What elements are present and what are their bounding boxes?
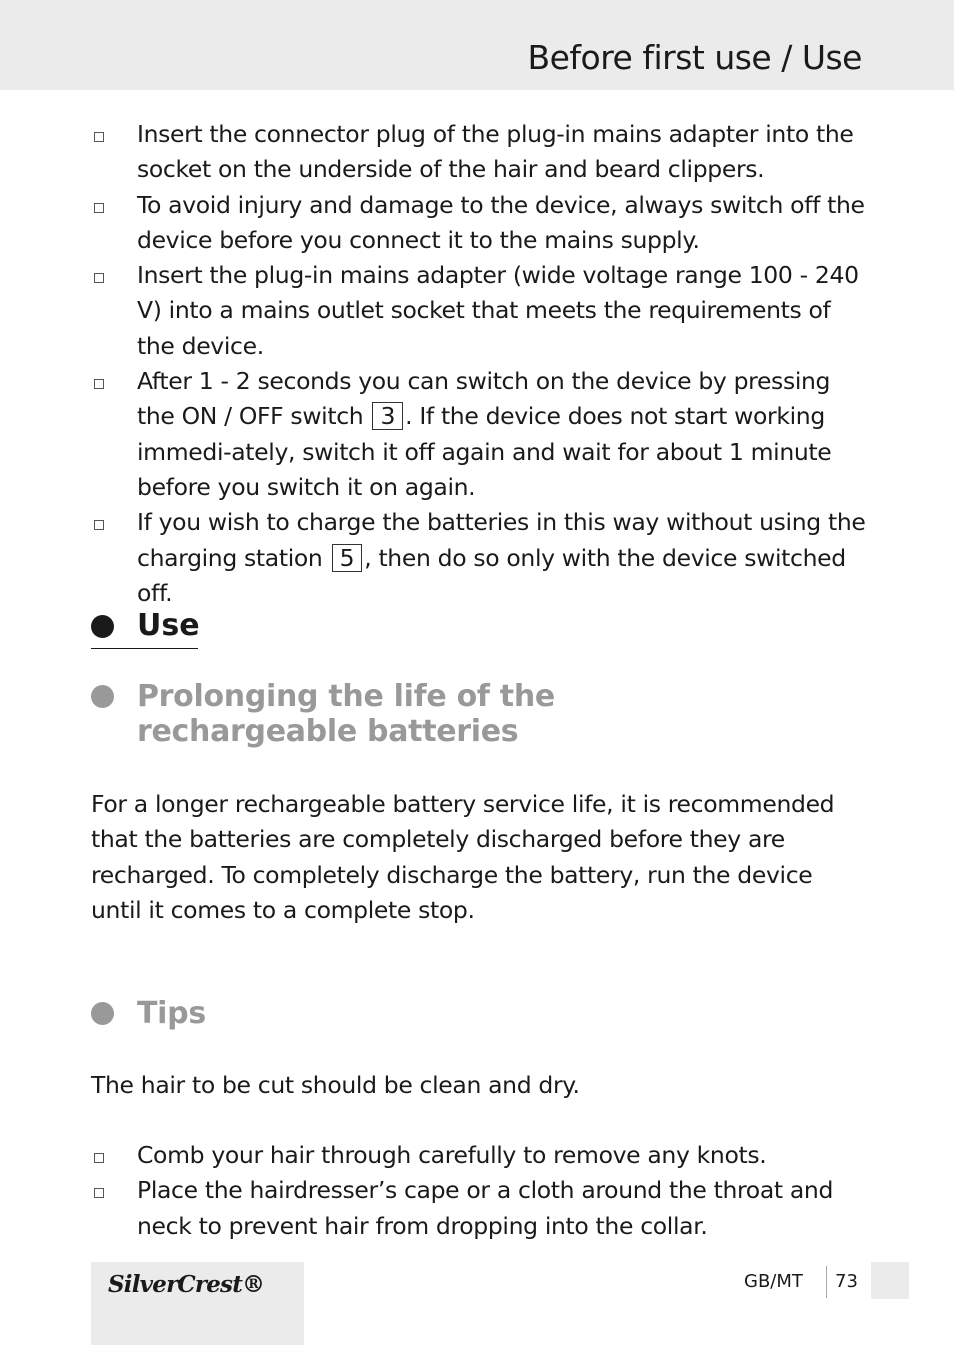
section-heading-prolonging	[91, 679, 697, 749]
list-item-text: , then do so only with the device switched off.	[137, 543, 846, 607]
list-item-text: If you wish to charge the batteries in this way without using the charging station	[137, 508, 866, 572]
part-reference-number: 5	[332, 544, 363, 572]
list-item-text: To avoid injury and damage to the device, always switch off the device before you connect it to the mains supply.	[137, 190, 865, 254]
section-heading-use	[91, 604, 198, 649]
checkbox-square-icon	[94, 1153, 104, 1163]
list-item-text: . If the device does not start working immedi-ately, switch it off again and wait for about 1 minute before you switch it on again.	[137, 402, 832, 501]
language-code: GB/MT	[744, 1271, 803, 1292]
checkbox-square-icon	[94, 379, 104, 389]
list-item	[91, 364, 871, 505]
list-item-text: Place the hairdresser’s cape or a cloth around the throat and neck to prevent hair from dropping into the collar.	[137, 1176, 834, 1240]
brand-logo-box	[91, 1262, 304, 1345]
list-item-text: After 1 - 2 seconds you can switch on the device by pressing the ON / OFF switch	[137, 367, 831, 431]
list-item	[91, 505, 871, 611]
checkbox-square-icon	[94, 520, 104, 530]
bullet-dot-icon	[91, 1002, 114, 1025]
list-item	[91, 1138, 871, 1173]
heading-line: rechargeable batteries	[137, 714, 519, 749]
list-item-text: Insert the connector plug of the plug-in mains adapter into the socket on the underside of the hair and beard clippers.	[137, 120, 854, 184]
page-title: Before first use / Use	[527, 38, 862, 77]
instruction-list	[91, 117, 871, 611]
page-number: 73	[835, 1271, 858, 1292]
checkbox-square-icon	[94, 273, 104, 283]
bullet-dot-icon	[91, 615, 114, 638]
list-item-text: Comb your hair through carefully to remove any knots.	[137, 1141, 767, 1169]
brand-logo: SilverCrest®	[108, 1271, 265, 1298]
section-heading-tips	[91, 996, 697, 1031]
list-item	[91, 1173, 871, 1244]
list-item	[91, 258, 871, 364]
checkbox-square-icon	[94, 132, 104, 142]
heading-text: Use	[137, 608, 200, 643]
list-item	[91, 117, 871, 188]
paragraph-tips-intro: The hair to be cut should be clean and dry.	[91, 1071, 580, 1099]
heading-text: Tips	[137, 996, 206, 1031]
list-item	[91, 188, 871, 259]
bullet-dot-icon	[91, 685, 114, 708]
checkbox-square-icon	[94, 1188, 104, 1198]
checkbox-square-icon	[94, 203, 104, 213]
paragraph-battery-life: For a longer rechargeable battery service life, it is recommended that the batteries are completely discharged before they are recharged. To completely discharge the battery, run the device until it comes to a complete stop.	[91, 790, 835, 924]
footer-divider	[826, 1266, 827, 1298]
tips-list	[91, 1138, 871, 1244]
page-tab-marker	[871, 1262, 909, 1299]
heading-line: Prolonging the life of the	[137, 679, 555, 714]
list-item-text: Insert the plug-in mains adapter (wide voltage range 100 - 240 V) into a mains outlet socket that meets the requirements of the device.	[137, 261, 859, 360]
part-reference-number: 3	[372, 402, 403, 430]
